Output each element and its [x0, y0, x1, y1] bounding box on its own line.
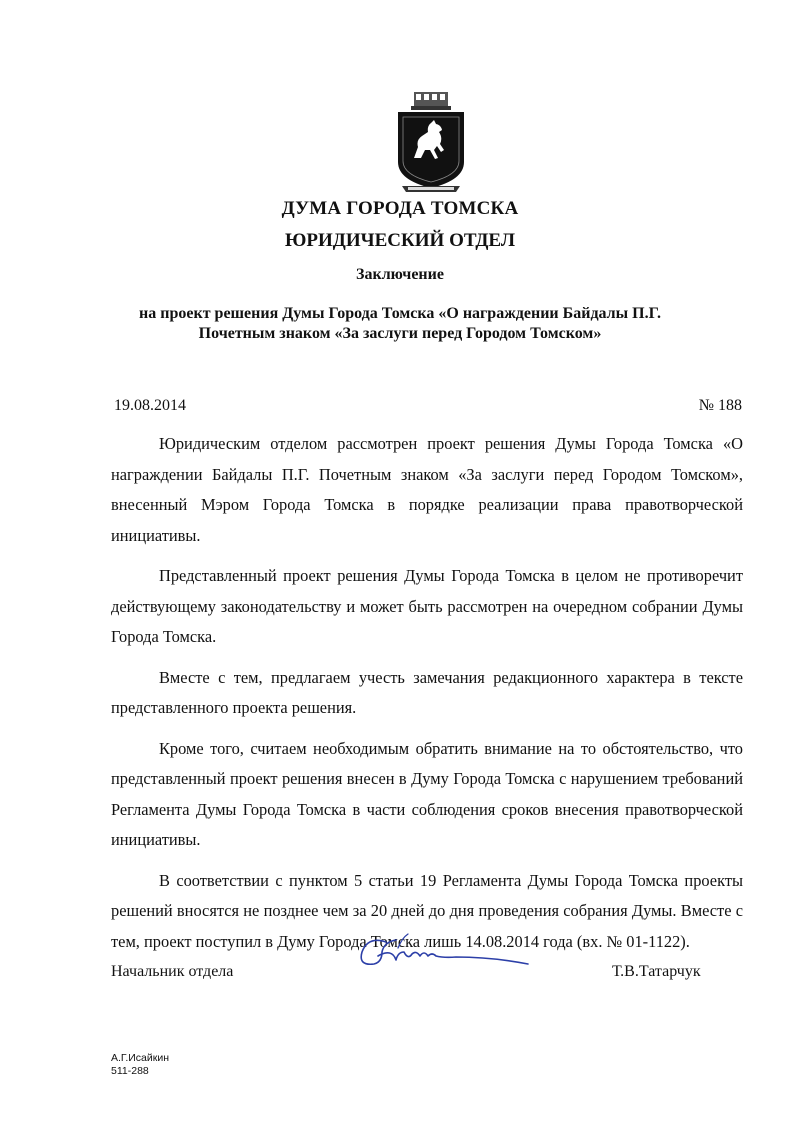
subject-line: на проект решения Думы Города Томска «О награждении Байдалы П.Г. [139, 305, 661, 322]
document-subject [0, 304, 800, 344]
signer-title: Начальник отдела [111, 963, 234, 980]
document-body [111, 429, 743, 967]
signer-name: Т.В.Татарчук [612, 963, 701, 980]
document-type: Заключение [356, 266, 444, 283]
handwritten-signature [352, 930, 532, 982]
body-paragraph: Представленный проект решения Думы Города Томска в целом не противоречит действующему законодательству и может быть рассмотрен на очередном собрании Думы Города Томска. [111, 566, 743, 646]
executor-info [111, 1052, 169, 1078]
department-name: ЮРИДИЧЕСКИЙ ОТДЕЛ [285, 230, 515, 251]
body-paragraph: Вместе с тем, предлагаем учесть замечания редакционного характера в тексте представленного проекта решения. [111, 667, 743, 717]
executor-phone: 511-288 [111, 1065, 149, 1077]
body-paragraph: Юридическим отделом рассмотрен проект решения Думы Города Томска «О награждении Байдалы П.Г. Почетным знаком «За заслуги перед Городом Томском», внесенный Мэром Города Томска в порядке реализации права правотворческой инициативы. [111, 434, 743, 545]
city-coat-of-arms-icon [394, 92, 468, 196]
subject-line: Почетным знаком «За заслуги перед Городом Томском» [198, 325, 602, 342]
organization-name: ДУМА ГОРОДА ТОМСКА [281, 198, 519, 219]
executor-name: А.Г.Исайкин [111, 1052, 170, 1064]
document-number: № 188 [698, 397, 742, 414]
document-date: 19.08.2014 [114, 397, 186, 414]
body-paragraph: Кроме того, считаем необходимым обратить внимание на то обстоятельство, что представленный проект решения внесен в Думу Города Томска с нарушением требований Регламента Думы Города Томска в части соблюдения сроков внесения правотворческой инициативы. [111, 738, 743, 849]
body-paragraph: В соответствии с пунктом 5 статьи 19 Регламента Думы Города Томска проекты решений вносятся не позднее чем за 20 дней до дня проведения собрания Думы. Вместе с тем, проект поступил в Думу Города Томска лишь 14.08.2014 года (вх. № 01-1122). [111, 870, 743, 951]
